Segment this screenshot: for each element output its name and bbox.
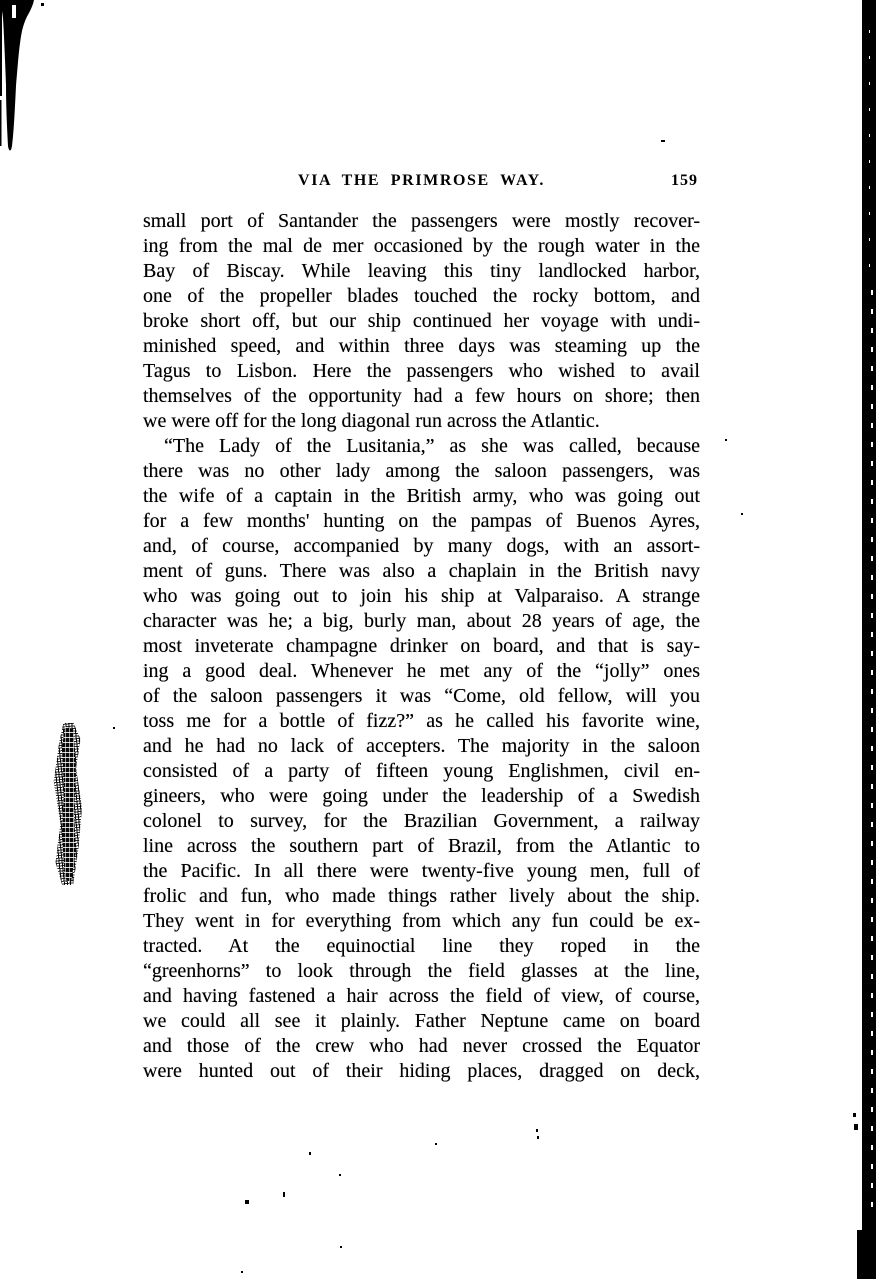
text-line: and he had no lack of accepters. The majority in the saloon — [143, 735, 700, 757]
text-line: for a few months' hunting on the pampas of Buenos Ayres, — [143, 510, 700, 532]
scan-speck — [725, 439, 727, 441]
text-line: there was no other lady among the saloon passengers, was — [143, 460, 700, 482]
scan-speck — [309, 1152, 311, 1155]
scan-speck — [854, 1124, 858, 1130]
text-line: “greenhorns” to look through the field glasses at the line, — [143, 960, 700, 982]
scan-artifact-bar-dashes — [871, 290, 873, 1220]
text-line: small port of Santander the passengers were mostly recover- — [143, 210, 700, 232]
text-line: and having fastened a hair across the field of view, of course, — [143, 985, 700, 1007]
text-line: the wife of a captain in the British army, who was going out — [143, 485, 700, 507]
text-line: Bay of Biscay. While leaving this tiny landlocked harbor, — [143, 260, 700, 282]
page-body — [143, 209, 700, 1084]
text-line: gineers, who were going under the leadership of a Swedish — [143, 785, 700, 807]
scan-speck — [245, 1200, 249, 1204]
text-line: of the saloon passengers it was “Come, old fellow, will you — [143, 685, 700, 707]
scan-speck — [661, 140, 665, 142]
text-line: colonel to survey, for the Brazilian Government, a railway — [143, 810, 700, 832]
text-line: who was going out to join his ship at Valparaiso. A strange — [143, 585, 700, 607]
text-line: They went in for everything from which any fun could be ex- — [143, 910, 700, 932]
scan-artifact-gutter-smudge-core — [62, 726, 76, 882]
scan-artifact-ink-blob — [0, 0, 60, 160]
text-line: we could all see it plainly. Father Neptune came on board — [143, 1010, 700, 1032]
text-line: “The Lady of the Lusitania,” as she was called, because — [164, 435, 700, 457]
text-line: minished speed, and within three days was steaming up the — [143, 335, 700, 357]
text-line: ing from the mal de mer occasioned by the rough water in the — [143, 235, 700, 257]
text-line: most inveterate champagne drinker on board, and that is say- — [143, 635, 700, 657]
scan-speck — [853, 1113, 856, 1117]
scan-artifact-bar-bump — [857, 1230, 862, 1279]
text-line: line across the southern part of Brazil, from the Atlantic to — [143, 835, 700, 857]
scan-artifact-bar-dashes — [869, 30, 870, 280]
running-header — [143, 170, 700, 192]
text-line: and those of the crew who had never crossed the Equator — [143, 1035, 700, 1057]
scan-speck — [241, 1271, 243, 1273]
scan-speck — [339, 1174, 341, 1176]
page-number: 159 — [671, 172, 698, 189]
text-line: the Pacific. In all there were twenty-five young men, full of — [143, 860, 700, 882]
text-line: ing a good deal. Whenever he met any of the “jolly” ones — [143, 660, 700, 682]
text-line: ment of guns. There was also a chaplain in the British navy — [143, 560, 700, 582]
scan-speck — [741, 513, 743, 515]
text-line: tracted. At the equinoctial line they roped in the — [143, 935, 700, 957]
text-line: Tagus to Lisbon. Here the passengers who wished to avail — [143, 360, 700, 382]
text-line: character was he; a big, burly man, about 28 years of age, the — [143, 610, 700, 632]
scan-speck — [340, 1246, 342, 1248]
text-line: broke short off, but our ship continued her voyage with undi- — [143, 310, 700, 332]
scan-speck — [283, 1192, 285, 1197]
text-line: and, of course, accompanied by many dogs, with an assort- — [143, 535, 700, 557]
text-line: were hunted out of their hiding places, dragged on deck, — [143, 1060, 700, 1082]
text-line: consisted of a party of fifteen young Englishmen, civil en- — [143, 760, 700, 782]
scan-speck — [435, 1143, 437, 1145]
text-line: themselves of the opportunity had a few hours on shore; then — [143, 385, 700, 407]
scan-speck — [113, 727, 115, 729]
text-line: we were off for the long diagonal run across the Atlantic. — [143, 410, 600, 432]
text-line: frolic and fun, who made things rather lively about the ship. — [143, 885, 700, 907]
text-line: one of the propeller blades touched the rocky bottom, and — [143, 285, 700, 307]
scan-speck — [536, 1129, 538, 1132]
scan-speck — [537, 1136, 539, 1139]
running-header-title: VIA THE PRIMROSE WAY. — [298, 172, 545, 189]
text-line: toss me for a bottle of fizz?” as he called his favorite wine, — [143, 710, 700, 732]
